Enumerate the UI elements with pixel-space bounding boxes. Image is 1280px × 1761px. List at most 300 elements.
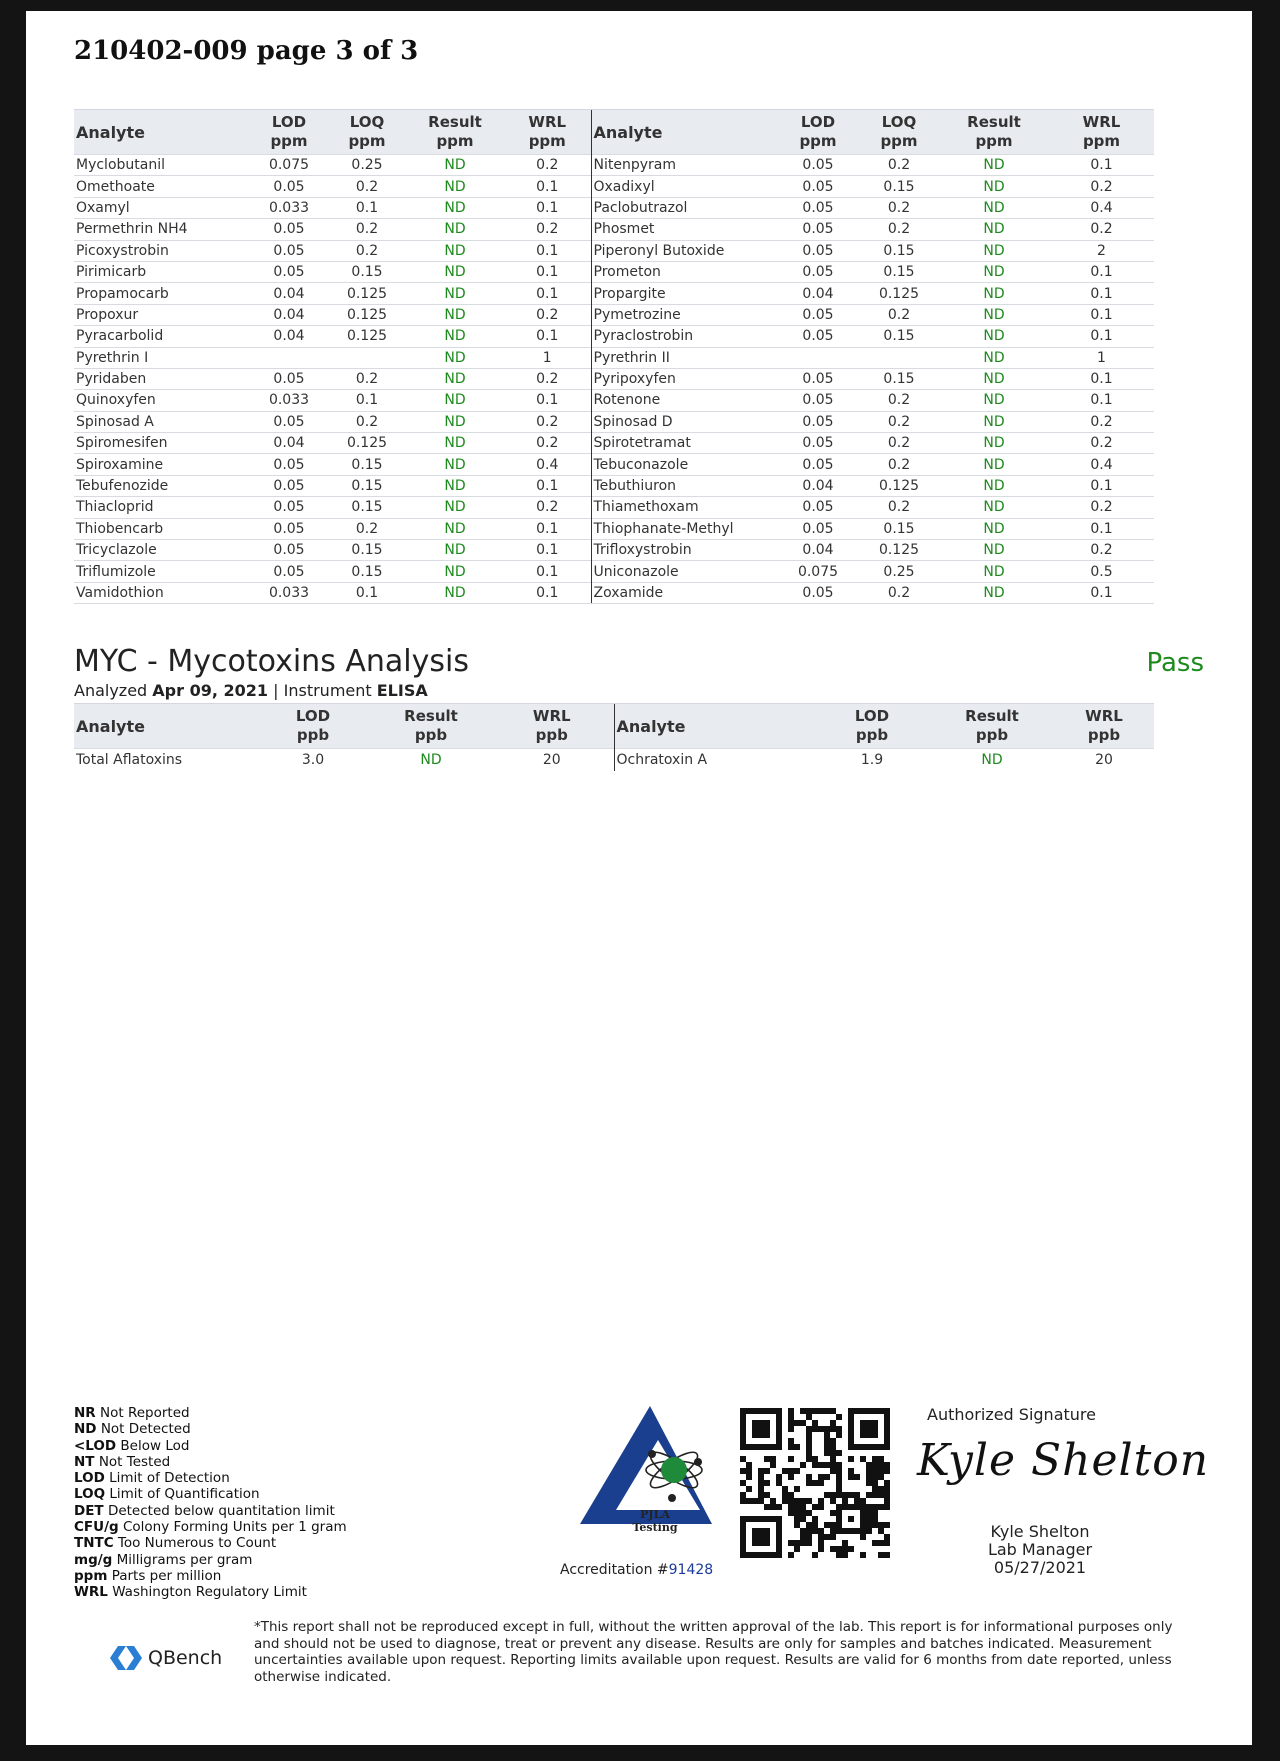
lod-cell: 0.04 — [250, 326, 328, 347]
wrl-cell: 0.2 — [1049, 497, 1154, 518]
table-row — [74, 433, 1154, 454]
table-row — [74, 347, 1154, 368]
header-analyte: Analyte — [74, 704, 254, 749]
lod-cell: 0.05 — [777, 433, 859, 454]
analyte-cell: Piperonyl Butoxide — [591, 240, 777, 261]
loq-cell — [328, 347, 406, 368]
analyte-cell: Pymetrozine — [591, 304, 777, 325]
analyte-cell: Nitenpyram — [591, 155, 777, 176]
analyte-cell: Trifloxystrobin — [591, 540, 777, 561]
result-cell: ND — [939, 433, 1049, 454]
legend-abbr: TNTC — [74, 1535, 114, 1552]
loq-cell: 0.125 — [859, 540, 939, 561]
loq-cell: 0.2 — [328, 219, 406, 240]
loq-cell: 0.15 — [859, 368, 939, 389]
wrl-cell: 1 — [1049, 347, 1154, 368]
table-row — [74, 326, 1154, 347]
loq-cell: 0.2 — [328, 240, 406, 261]
lod-cell: 0.05 — [777, 176, 859, 197]
analyte-cell: Uniconazole — [591, 561, 777, 582]
analyzed-label: Analyzed — [74, 681, 148, 700]
legend-abbr: ND — [74, 1421, 97, 1438]
accreditation-number: Accreditation #91428 — [560, 1562, 714, 1578]
legend-text: Washington Regulatory Limit — [112, 1584, 307, 1601]
pesticide-results-table — [74, 109, 1154, 604]
mycotoxins-section-title: MYC - Mycotoxins Analysis — [74, 644, 469, 679]
mycotoxins-analysis-meta — [74, 681, 428, 700]
legend-abbr: DET — [74, 1502, 104, 1519]
wrl-cell: 0.1 — [504, 475, 591, 496]
analyte-cell: Pyracarbolid — [74, 326, 250, 347]
wrl-cell: 0.1 — [1049, 518, 1154, 539]
result-cell: ND — [939, 454, 1049, 475]
table-header-row — [74, 110, 1154, 155]
wrl-cell: 0.2 — [504, 219, 591, 240]
loq-cell: 0.125 — [328, 304, 406, 325]
result-cell: ND — [939, 368, 1049, 389]
result-cell: ND — [406, 219, 504, 240]
lod-cell: 0.033 — [250, 197, 328, 218]
legend-abbr: NT — [74, 1453, 95, 1470]
legend-item — [74, 1454, 347, 1470]
loq-cell: 0.2 — [328, 176, 406, 197]
header-analyte: Analyte — [74, 110, 250, 155]
result-cell: ND — [372, 749, 490, 772]
lod-cell: 1.9 — [814, 749, 930, 772]
legend-text: Parts per million — [111, 1567, 222, 1584]
analyte-cell: Prometon — [591, 261, 777, 282]
loq-cell: 0.15 — [328, 561, 406, 582]
result-cell: ND — [406, 454, 504, 475]
result-cell: ND — [406, 540, 504, 561]
loq-cell: 0.2 — [859, 219, 939, 240]
analyte-cell: Quinoxyfen — [74, 390, 250, 411]
legend-text: Milligrams per gram — [116, 1551, 253, 1568]
result-cell: ND — [406, 411, 504, 432]
result-cell: ND — [406, 433, 504, 454]
header-wrl: WRL ppb — [490, 704, 614, 749]
lod-cell: 0.05 — [777, 497, 859, 518]
signatory-name: Kyle Shelton — [990, 1522, 1090, 1541]
result-cell: ND — [406, 368, 504, 389]
legend-text: Too Numerous to Count — [117, 1535, 277, 1552]
qbench-wordmark: QBench — [148, 1647, 223, 1669]
header-analyte: Analyte — [591, 110, 777, 155]
loq-cell: 0.125 — [328, 433, 406, 454]
lod-cell: 3.0 — [254, 749, 372, 772]
loq-cell: 0.125 — [859, 475, 939, 496]
result-cell: ND — [939, 197, 1049, 218]
table-header-row — [74, 704, 1154, 749]
result-cell: ND — [939, 347, 1049, 368]
wrl-cell: 0.2 — [1049, 433, 1154, 454]
wrl-cell: 0.1 — [504, 176, 591, 197]
lod-cell: 0.05 — [777, 411, 859, 432]
lod-cell: 0.05 — [250, 240, 328, 261]
lod-cell — [777, 347, 859, 368]
header-result: Result ppb — [930, 704, 1054, 749]
legend-item — [74, 1519, 347, 1535]
header-wrl: WRL ppm — [1049, 110, 1154, 155]
wrl-cell: 20 — [490, 749, 614, 772]
result-cell: ND — [406, 155, 504, 176]
loq-cell: 0.2 — [859, 197, 939, 218]
table-row — [74, 219, 1154, 240]
lod-cell: 0.05 — [250, 219, 328, 240]
analyte-cell: Tricyclazole — [74, 540, 250, 561]
lod-cell: 0.04 — [777, 540, 859, 561]
signatory-block — [940, 1523, 1140, 1577]
wrl-cell: 0.1 — [504, 197, 591, 218]
lod-cell: 0.04 — [777, 475, 859, 496]
loq-cell: 0.2 — [859, 497, 939, 518]
header-wrl: WRL ppb — [1054, 704, 1154, 749]
loq-cell — [859, 347, 939, 368]
table-row — [74, 176, 1154, 197]
legend-abbr: ppm — [74, 1567, 108, 1584]
lod-cell: 0.05 — [777, 582, 859, 603]
table-row — [74, 540, 1154, 561]
legend-item — [74, 1552, 347, 1568]
table-row — [74, 197, 1154, 218]
result-cell: ND — [406, 390, 504, 411]
instrument-value: ELISA — [376, 681, 428, 700]
wrl-cell: 0.4 — [1049, 197, 1154, 218]
mycotoxins-results-table — [74, 703, 1154, 771]
lod-cell: 0.033 — [250, 390, 328, 411]
legend-item — [74, 1584, 347, 1600]
wrl-cell: 0.2 — [1049, 219, 1154, 240]
wrl-cell: 0.1 — [504, 540, 591, 561]
wrl-cell: 0.2 — [1049, 411, 1154, 432]
legend-text: Not Detected — [100, 1421, 191, 1438]
analyte-cell: Tebuconazole — [591, 454, 777, 475]
legend-abbr: <LOD — [74, 1437, 117, 1454]
legend-abbr: WRL — [74, 1584, 108, 1601]
table-row — [74, 283, 1154, 304]
result-cell: ND — [939, 561, 1049, 582]
result-cell: ND — [939, 326, 1049, 347]
analyte-cell: Tebufenozide — [74, 475, 250, 496]
header-loq: LOQ ppm — [328, 110, 406, 155]
loq-cell: 0.15 — [859, 518, 939, 539]
table-row — [74, 454, 1154, 475]
legend-abbr: CFU/g — [74, 1519, 119, 1536]
header-loq: LOQ ppm — [859, 110, 939, 155]
loq-cell: 0.2 — [328, 368, 406, 389]
loq-cell: 0.15 — [859, 176, 939, 197]
wrl-cell: 0.5 — [1049, 561, 1154, 582]
legend-item — [74, 1535, 347, 1551]
result-cell: ND — [406, 197, 504, 218]
lod-cell: 0.05 — [777, 390, 859, 411]
lod-cell: 0.05 — [250, 475, 328, 496]
lod-cell: 0.04 — [777, 283, 859, 304]
analyte-cell: Permethrin NH4 — [74, 219, 250, 240]
legend-item — [74, 1421, 347, 1437]
analyte-cell: Paclobutrazol — [591, 197, 777, 218]
lod-cell: 0.05 — [777, 261, 859, 282]
lod-cell: 0.05 — [777, 454, 859, 475]
analyte-cell: Thiophanate-Methyl — [591, 518, 777, 539]
analyte-cell: Pyrethrin II — [591, 347, 777, 368]
table-row — [74, 155, 1154, 176]
table-row — [74, 368, 1154, 389]
table-row — [74, 497, 1154, 518]
handwritten-signature: Kyle Shelton — [917, 1435, 1210, 1486]
lod-cell: 0.05 — [777, 240, 859, 261]
lod-cell — [250, 347, 328, 368]
lod-cell: 0.05 — [250, 561, 328, 582]
analyte-cell: Spinosad D — [591, 411, 777, 432]
lod-cell: 0.05 — [250, 540, 328, 561]
analyte-cell: Pirimicarb — [74, 261, 250, 282]
analyte-cell: Thiobencarb — [74, 518, 250, 539]
wrl-cell: 0.2 — [504, 304, 591, 325]
result-cell: ND — [939, 540, 1049, 561]
header-result: Result ppb — [372, 704, 490, 749]
analyte-cell: Pyripoxyfen — [591, 368, 777, 389]
result-cell: ND — [406, 347, 504, 368]
wrl-cell: 0.1 — [504, 390, 591, 411]
analyte-cell: Spiromesifen — [74, 433, 250, 454]
result-cell: ND — [406, 326, 504, 347]
lod-cell: 0.05 — [777, 155, 859, 176]
table-row — [74, 561, 1154, 582]
result-cell: ND — [939, 283, 1049, 304]
header-lod: LOD ppm — [250, 110, 328, 155]
analyte-cell: Phosmet — [591, 219, 777, 240]
analyte-cell: Oxadixyl — [591, 176, 777, 197]
legend-item — [74, 1486, 347, 1502]
lod-cell: 0.05 — [777, 368, 859, 389]
lod-cell: 0.05 — [250, 261, 328, 282]
wrl-cell: 0.2 — [504, 368, 591, 389]
analyzed-date: Apr 09, 2021 — [152, 681, 269, 700]
table-row — [74, 518, 1154, 539]
table-row — [74, 749, 1154, 772]
wrl-cell: 1 — [504, 347, 591, 368]
wrl-cell: 0.1 — [1049, 582, 1154, 603]
lod-cell: 0.05 — [250, 411, 328, 432]
mycotoxins-status-badge: Pass — [1146, 648, 1204, 678]
wrl-cell: 0.2 — [1049, 540, 1154, 561]
result-cell: ND — [939, 176, 1049, 197]
analyte-cell: Ochratoxin A — [614, 749, 814, 772]
result-cell: ND — [939, 475, 1049, 496]
loq-cell: 0.2 — [328, 518, 406, 539]
loq-cell: 0.15 — [328, 497, 406, 518]
lod-cell: 0.04 — [250, 433, 328, 454]
result-cell: ND — [406, 518, 504, 539]
globe-icon — [661, 1457, 687, 1483]
wrl-cell: 0.2 — [1049, 176, 1154, 197]
analyte-cell: Rotenone — [591, 390, 777, 411]
wrl-cell: 0.1 — [1049, 368, 1154, 389]
lod-cell: 0.075 — [777, 561, 859, 582]
loq-cell: 0.125 — [328, 326, 406, 347]
analyte-cell: Propargite — [591, 283, 777, 304]
analyte-cell: Spiroxamine — [74, 454, 250, 475]
wrl-cell: 0.1 — [504, 518, 591, 539]
table-row — [74, 390, 1154, 411]
report-disclaimer: *This report shall not be reproduced except in full, without the written approval of the lab. This report is for informational purposes only and should not be used to diagnose, treat or prevent any disease. Results are only for samples and batches indicated. Measurement uncertainties available upon request. Reporting limits available upon request. Results are valid for 6 months from date reported, unless otherwise indicated. — [254, 1619, 1173, 1685]
authorized-signature-label: Authorized Signature — [927, 1405, 1096, 1424]
wrl-cell: 0.1 — [1049, 261, 1154, 282]
loq-cell: 0.2 — [859, 582, 939, 603]
wrl-cell: 0.4 — [504, 454, 591, 475]
legend-text: Below Lod — [120, 1437, 190, 1454]
analyte-cell: Thiamethoxam — [591, 497, 777, 518]
header-result: Result ppm — [939, 110, 1049, 155]
table-row — [74, 475, 1154, 496]
loq-cell: 0.2 — [859, 390, 939, 411]
legend-text: Not Tested — [98, 1453, 171, 1470]
header-lod: LOD ppm — [777, 110, 859, 155]
analyte-cell: Oxamyl — [74, 197, 250, 218]
legend-text: Detected below quantitation limit — [107, 1502, 335, 1519]
result-cell: ND — [406, 176, 504, 197]
loq-cell: 0.2 — [859, 155, 939, 176]
legend-item — [74, 1438, 347, 1454]
result-cell: ND — [939, 518, 1049, 539]
legend-text: Limit of Quantification — [109, 1486, 260, 1503]
result-cell: ND — [406, 283, 504, 304]
loq-cell: 0.2 — [328, 411, 406, 432]
lod-cell: 0.05 — [777, 219, 859, 240]
result-cell: ND — [939, 304, 1049, 325]
wrl-cell: 0.1 — [1049, 304, 1154, 325]
result-cell: ND — [406, 561, 504, 582]
legend-item — [74, 1503, 347, 1519]
analyte-cell: Zoxamide — [591, 582, 777, 603]
result-cell: ND — [939, 155, 1049, 176]
wrl-cell: 0.2 — [504, 497, 591, 518]
wrl-cell: 0.1 — [504, 240, 591, 261]
header-result: Result ppm — [406, 110, 504, 155]
lod-cell: 0.04 — [250, 304, 328, 325]
table-row — [74, 411, 1154, 432]
lod-cell: 0.05 — [777, 326, 859, 347]
analyte-cell: Spinosad A — [74, 411, 250, 432]
wrl-cell: 0.1 — [504, 561, 591, 582]
loq-cell: 0.1 — [328, 390, 406, 411]
wrl-cell: 0.4 — [1049, 454, 1154, 475]
result-cell: ND — [406, 497, 504, 518]
loq-cell: 0.15 — [328, 475, 406, 496]
wrl-cell: 0.1 — [1049, 283, 1154, 304]
analyte-cell: Pyrethrin I — [74, 347, 250, 368]
loq-cell: 0.1 — [328, 582, 406, 603]
loq-cell: 0.25 — [859, 561, 939, 582]
header-lod: LOD ppb — [814, 704, 930, 749]
loq-cell: 0.2 — [859, 411, 939, 432]
wrl-cell: 0.1 — [1049, 475, 1154, 496]
wrl-cell: 0.1 — [504, 261, 591, 282]
wrl-cell: 0.1 — [1049, 390, 1154, 411]
legend-abbr: NR — [74, 1405, 96, 1421]
lod-cell: 0.033 — [250, 582, 328, 603]
analyte-cell: Spirotetramat — [591, 433, 777, 454]
pesticide-table-body — [74, 155, 1154, 604]
analyte-cell: Tebuthiuron — [591, 475, 777, 496]
header-analyte: Analyte — [614, 704, 814, 749]
result-cell: ND — [939, 411, 1049, 432]
legend-abbr: mg/g — [74, 1551, 113, 1568]
loq-cell: 0.1 — [328, 197, 406, 218]
loq-cell: 0.125 — [328, 283, 406, 304]
lod-cell: 0.05 — [250, 176, 328, 197]
page-title: 210402-009 page 3 of 3 — [74, 36, 419, 66]
pjla-logo-text: PJLA Testing — [632, 1508, 678, 1534]
analyte-cell: Total Aflatoxins — [74, 749, 254, 772]
legend-abbr: LOD — [74, 1470, 105, 1487]
qbench-logo-icon — [108, 1644, 144, 1672]
analyte-cell: Picoxystrobin — [74, 240, 250, 261]
wrl-cell: 0.1 — [504, 283, 591, 304]
analyte-cell: Pyridaben — [74, 368, 250, 389]
lod-cell: 0.05 — [777, 304, 859, 325]
result-cell: ND — [939, 261, 1049, 282]
legend-text: Not Reported — [100, 1405, 190, 1421]
loq-cell: 0.25 — [328, 155, 406, 176]
lod-cell: 0.05 — [250, 518, 328, 539]
legend-item — [74, 1405, 347, 1421]
meta-separator: | — [273, 681, 279, 700]
wrl-cell: 2 — [1049, 240, 1154, 261]
header-wrl: WRL ppm — [504, 110, 591, 155]
lod-cell: 0.05 — [777, 518, 859, 539]
loq-cell: 0.15 — [859, 261, 939, 282]
result-cell: ND — [939, 497, 1049, 518]
wrl-cell: 0.2 — [504, 155, 591, 176]
analyte-cell: Propamocarb — [74, 283, 250, 304]
result-cell: ND — [406, 475, 504, 496]
legend-item — [74, 1470, 347, 1486]
analyte-cell: Myclobutanil — [74, 155, 250, 176]
table-row — [74, 240, 1154, 261]
loq-cell: 0.15 — [859, 326, 939, 347]
loq-cell: 0.2 — [859, 433, 939, 454]
mycotoxins-table-body — [74, 749, 1154, 772]
wrl-cell: 0.1 — [1049, 326, 1154, 347]
loq-cell: 0.15 — [328, 261, 406, 282]
header-lod: LOD ppb — [254, 704, 372, 749]
loq-cell: 0.2 — [859, 454, 939, 475]
wrl-cell: 0.2 — [504, 411, 591, 432]
lod-cell: 0.075 — [250, 155, 328, 176]
signatory-title: Lab Manager — [987, 1540, 1093, 1559]
analyte-cell: Thiacloprid — [74, 497, 250, 518]
lod-cell: 0.05 — [777, 197, 859, 218]
result-cell: ND — [939, 240, 1049, 261]
result-cell: ND — [939, 219, 1049, 240]
wrl-cell: 20 — [1054, 749, 1154, 772]
table-row — [74, 304, 1154, 325]
result-cell: ND — [406, 261, 504, 282]
loq-cell: 0.15 — [328, 540, 406, 561]
analyte-cell: Vamidothion — [74, 582, 250, 603]
qbench-brand — [108, 1644, 222, 1672]
result-cell: ND — [930, 749, 1054, 772]
qr-code-icon[interactable] — [740, 1408, 890, 1558]
lod-cell: 0.05 — [250, 497, 328, 518]
analyte-cell: Propoxur — [74, 304, 250, 325]
analyte-cell: Triflumizole — [74, 561, 250, 582]
legend-text: Colony Forming Units per 1 gram — [122, 1519, 347, 1536]
legend-abbr: LOQ — [74, 1486, 106, 1503]
legend-text: Limit of Detection — [109, 1470, 230, 1487]
